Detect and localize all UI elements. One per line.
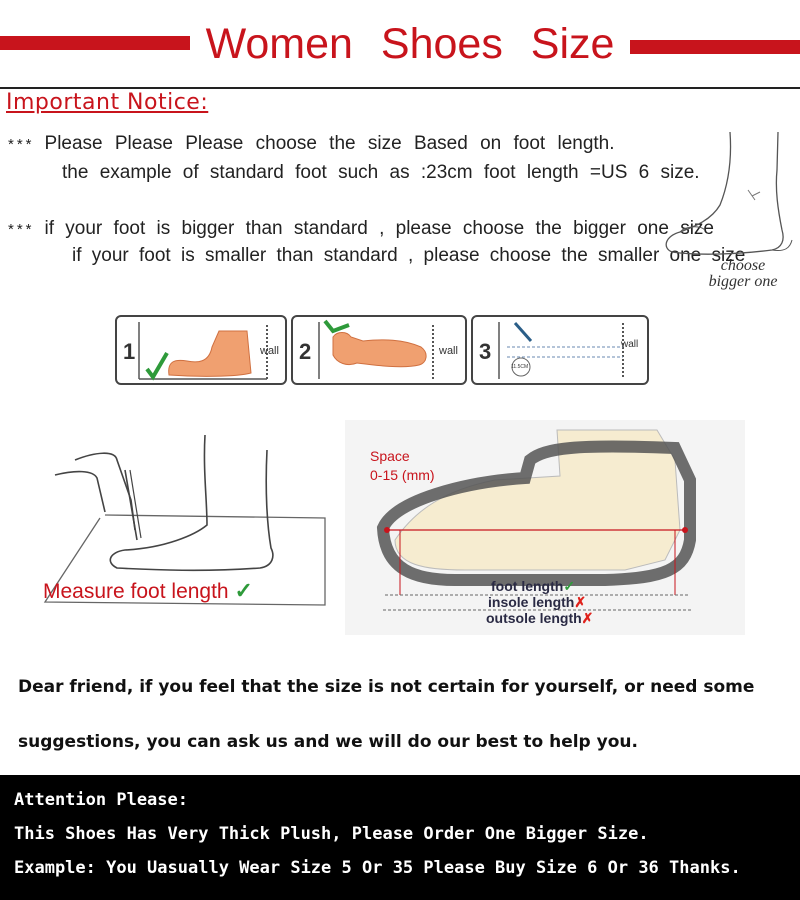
wall-label: wall — [621, 339, 639, 350]
cross-icon: ✗ — [581, 610, 594, 626]
step-number: 2 — [299, 339, 312, 364]
dear-friend-line-1: Dear friend, if you feel that the size is not certain for yourself, or need some — [18, 677, 755, 697]
outsole-length-label — [486, 610, 593, 627]
check-icon: ✓ — [234, 578, 253, 603]
header — [0, 0, 800, 90]
instruction-text: if your foot is bigger than standard , please choose the bigger one size — [44, 218, 715, 239]
outsole-length-text: outsole length — [486, 610, 582, 626]
foot-length-text: foot length — [491, 578, 564, 594]
insole-length-label — [488, 594, 586, 611]
choose-label-line-2: bigger one — [708, 273, 778, 290]
dear-friend-line-2: suggestions, you can ask us and we will do our best to help you. — [18, 732, 638, 752]
instruction-line-3 — [8, 218, 714, 240]
check-icon: ✓ — [563, 578, 576, 594]
space-range-line: 0-15 (mm) — [370, 467, 435, 483]
measure-foot-label — [43, 578, 253, 604]
measure-label-text: Measure foot length — [43, 580, 229, 603]
foot-length-label — [491, 578, 575, 595]
attention-line-3: Example: You Uasually Wear Size 5 Or 35 Please Buy Size 6 Or 36 Thanks. — [14, 858, 741, 878]
instruction-line-1 — [8, 133, 615, 155]
page-title: Women Shoes Size — [205, 20, 615, 68]
step-3-panel — [471, 315, 649, 385]
bullet-stars: *** — [8, 136, 35, 153]
step-number: 3 — [479, 339, 492, 364]
bullet-stars: *** — [8, 221, 35, 238]
wall-label: wall — [260, 345, 279, 357]
insole-length-text: insole length — [488, 594, 575, 610]
attention-line-2: This Shoes Has Very Thick Plush, Please Order One Bigger Size. — [14, 824, 649, 844]
instruction-line-4: if your foot is smaller than standard , please choose the smaller one size — [72, 245, 746, 266]
cross-icon: ✗ — [574, 594, 587, 610]
notice-heading: Important Notice: — [6, 90, 209, 115]
instruction-line-2: the example of standard foot such as :23cm foot length =US 6 size. — [62, 162, 700, 183]
space-label-line: Space — [370, 448, 410, 464]
header-bar-right — [630, 40, 800, 54]
choose-bigger-label — [688, 258, 798, 290]
step-2-panel — [291, 315, 467, 385]
step-number: 1 — [123, 339, 136, 364]
space-label — [370, 447, 435, 485]
attention-heading: Attention Please: — [14, 790, 188, 810]
header-bar-left — [0, 36, 190, 50]
measurement-steps — [115, 315, 650, 387]
wall-label: wall — [439, 345, 458, 357]
ruler-label: 11.5CM — [511, 364, 529, 370]
choose-label-line-1: choose — [720, 257, 766, 274]
instruction-text: Please Please Please choose the size Based on foot length. — [44, 133, 615, 154]
step-1-panel — [115, 315, 287, 385]
header-divider — [0, 87, 800, 89]
